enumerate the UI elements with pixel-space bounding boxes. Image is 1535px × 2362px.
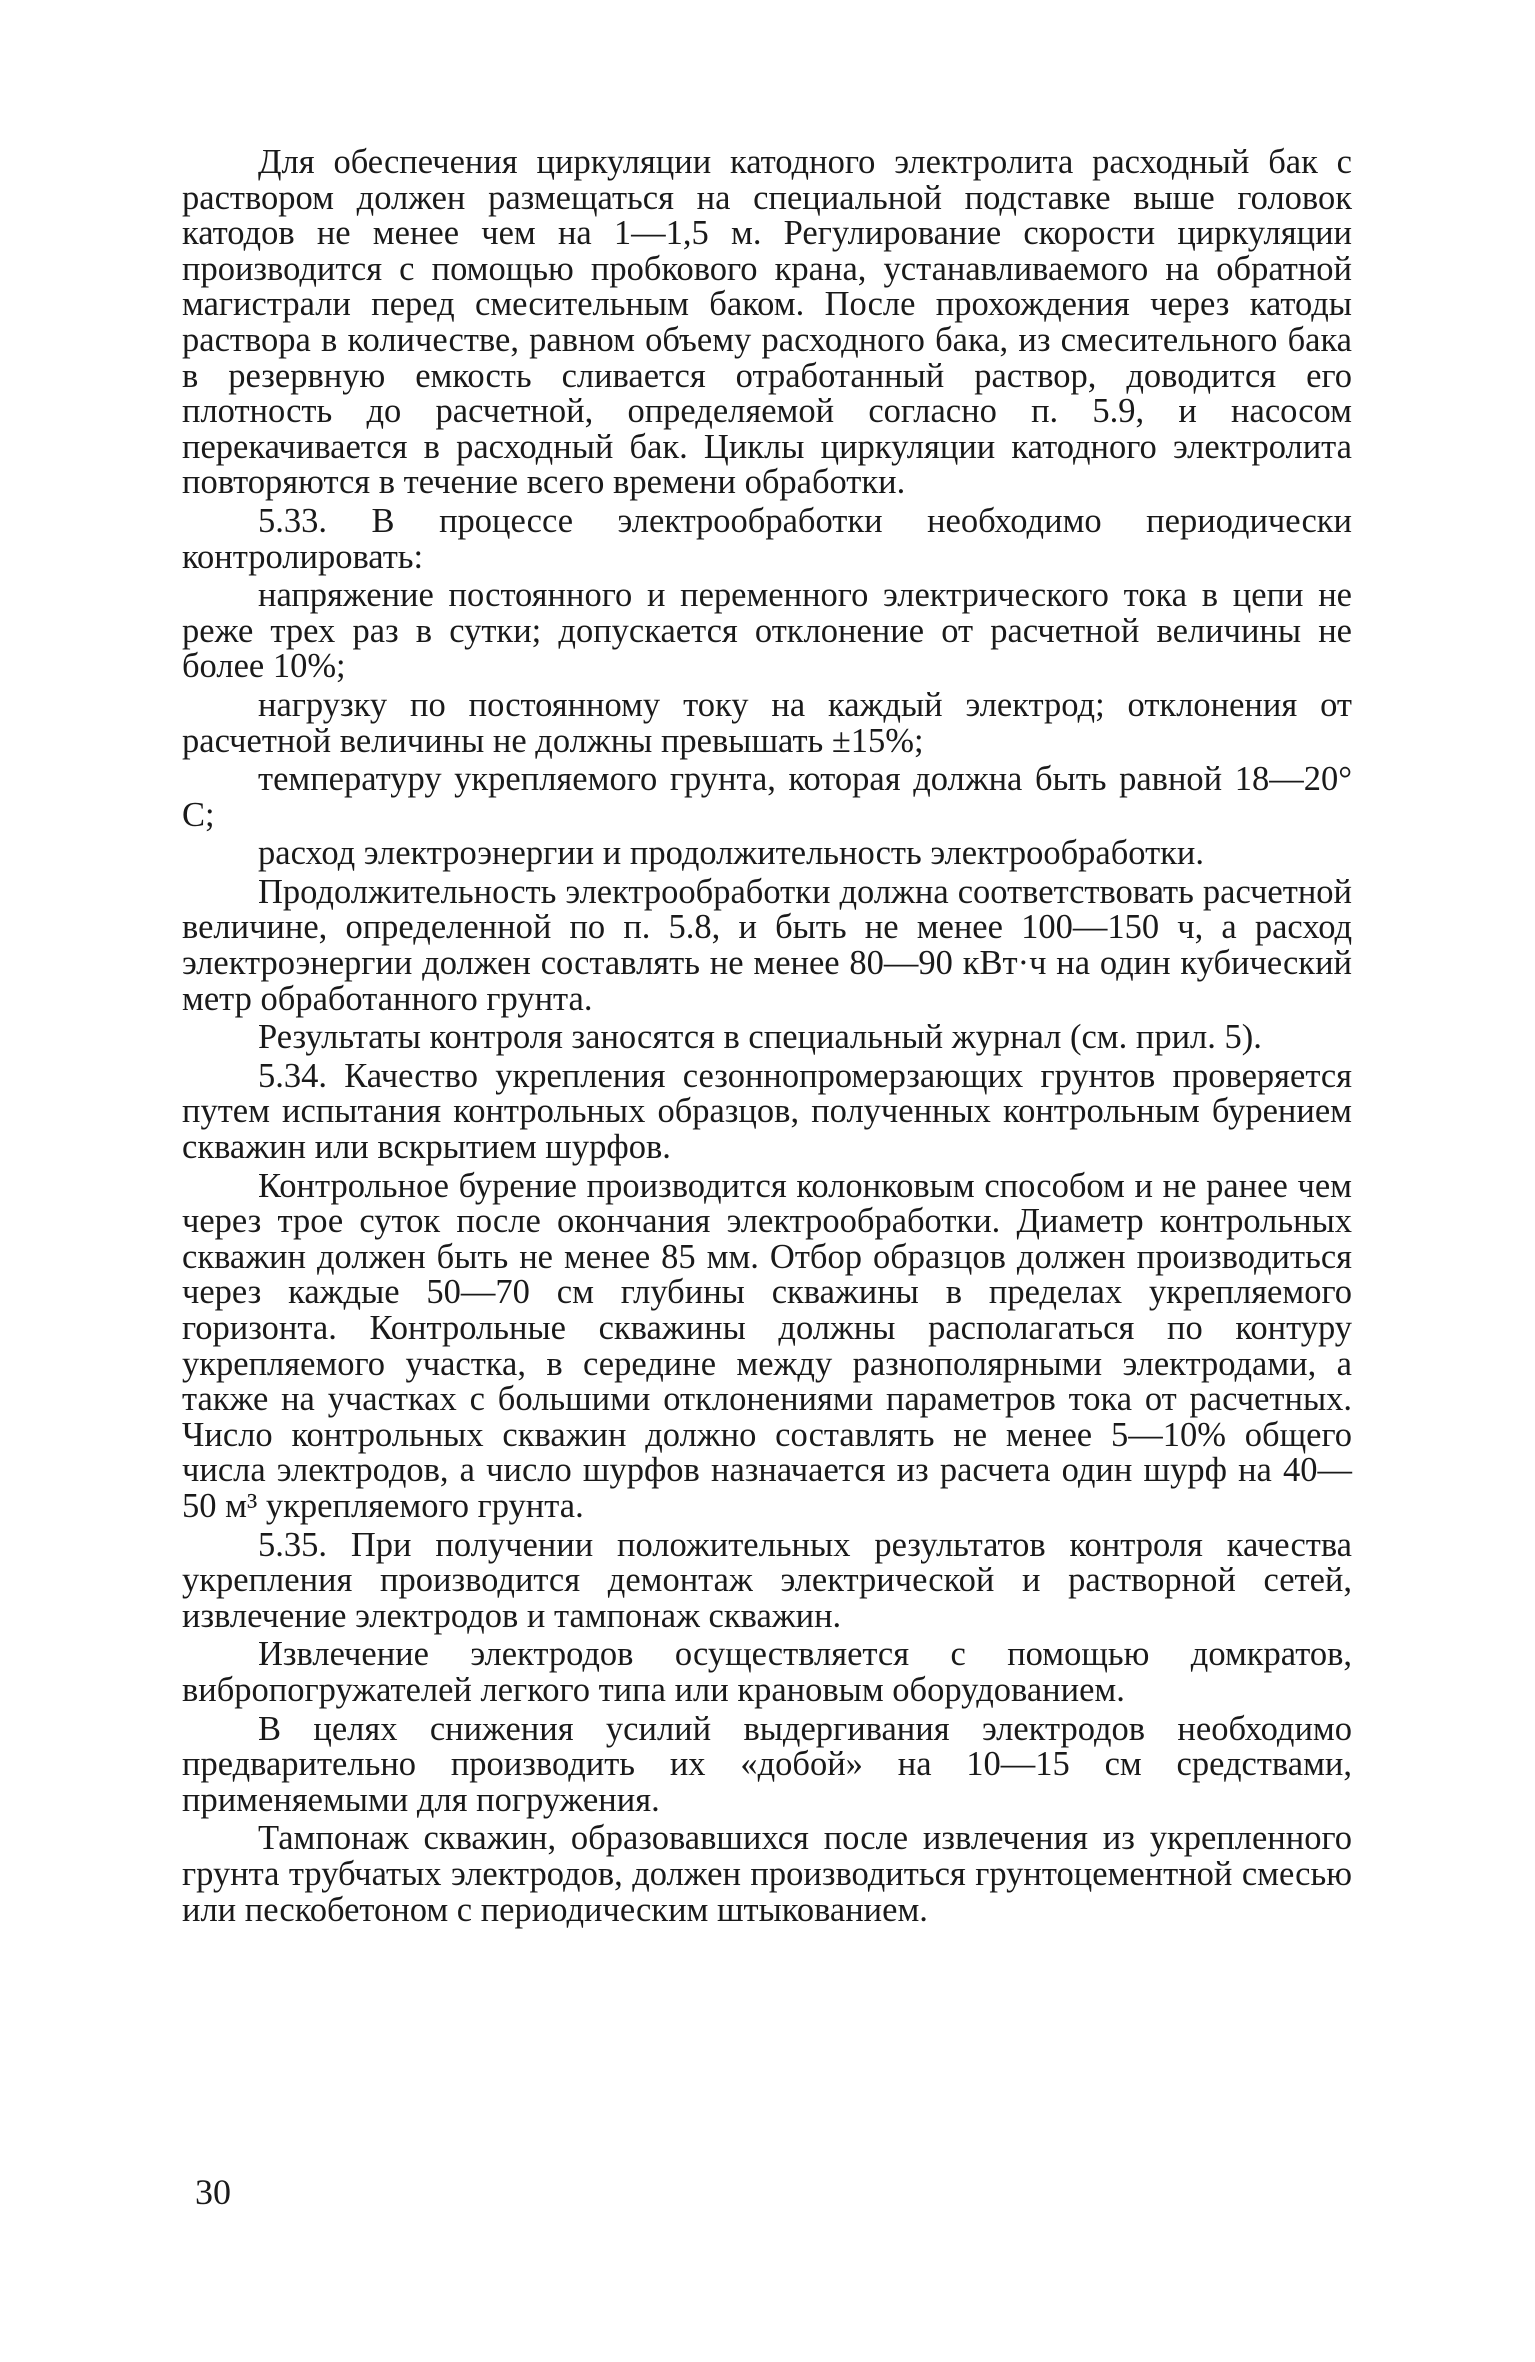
paragraph-text: Качество укрепления сезоннопромерзающих грунтов проверяется путем испытания контрольных образцов, полученных контрольным бурением скважин или вскрытием шурфов. [182,1056,1353,1167]
paragraph: напряжение постоянного и переменного электрического тока в цепи не реже трех раз в сутки; допускается отклонение от расчетной величины не более 10%; [182,576,1352,686]
paragraph: температуру укрепляемого грунта, которая должна быть равной 18—20° С; [182,760,1352,834]
section-number: 5.34. [258,1056,327,1095]
paragraph-section-5-33 [182,501,1352,576]
paragraph: Тампонаж скважин, образовавшихся после извлечения из укрепленного грунта трубчатых электродов, должен производиться грунтоцементной смесью или пескобетоном с периодическим штыкованием. [182,1819,1352,1929]
paragraph: расход электроэнергии и продолжительность электрообработки. [258,834,1205,873]
paragraph: Извлечение электродов осуществляется с помощью домкратов, вибропогружателей легкого типа или крановым оборудованием. [182,1635,1352,1709]
paragraph: В целях снижения усилий выдергивания электродов необходимо предварительно производить их «добой» на 10—15 см средствами, применяемыми для погружения. [182,1709,1352,1819]
paragraph: Результаты контроля заносятся в специальный журнал (см. прил. 5). [258,1018,1262,1057]
paragraph: Контрольное бурение производится колонковым способом и не ранее чем через трое суток после окончания электрообработки. Диаметр контрольных скважин должен быть не менее 85 мм. Отбор образцов должен производиться через каждые 50—70 см глубины скважины в пределах укрепляемого горизонта. Контрольные скважины должны располагаться по контуру укрепляемого участка, в середине между разнополярными электродами, а также на участках с большими отклонениями параметров тока от расчетных. Число контрольных скважин должно составлять не менее 5—10% общего числа электродов, а число шурфов назначается из расчета один шурф на 40—50 м³ укрепляемого грунта. [182,1166,1352,1525]
paragraph: Для обеспечения циркуляции катодного электролита расходный бак с раствором должен размещаться на специальной подставке выше головок катодов не менее чем на 1—1,5 м. Регулирование скорости циркуляции производится с помощью пробкового крана, устанавливаемого на обратной магистрали перед смесительным баком. После прохождения через катоды раствора в количестве, равном объему расходного бака, из смесительного бака в резервную емкость сливается отработанный раствор, доводится его плотность до расчетной, определяемой согласно п. 5.9, и насосом перекачивается в расходный бак. Циклы циркуляции катодного электролита повторяются в течение всего времени обработки. [182,143,1352,502]
paragraph-text: В процессе электрообработки необходимо периодически контролировать: [182,501,1352,576]
paragraph-section-5-35 [182,1525,1352,1635]
page-number: 30 [195,2172,231,2212]
paragraph: Продолжительность электрообработки должна соответствовать расчетной величине, определенной по п. 5.8, и быть не менее 100—150 ч, а расход электроэнергии должен составлять не менее 80—90 кВт·ч на один кубический метр обработанного грунта. [182,872,1352,1018]
section-number: 5.33. [258,501,327,540]
paragraph-text: При получении положительных результатов контроля качества укрепления производится демонтаж электрической и растворной сетей, извлечение электродов и тампонаж скважин. [182,1525,1352,1635]
paragraph: нагрузку по постоянному току на каждый электрод; отклонения от расчетной величины не должны превышать ±15%; [182,685,1352,760]
section-number: 5.35. [258,1525,327,1564]
paragraph-section-5-34 [182,1056,1353,1167]
document-body [182,145,1352,1931]
